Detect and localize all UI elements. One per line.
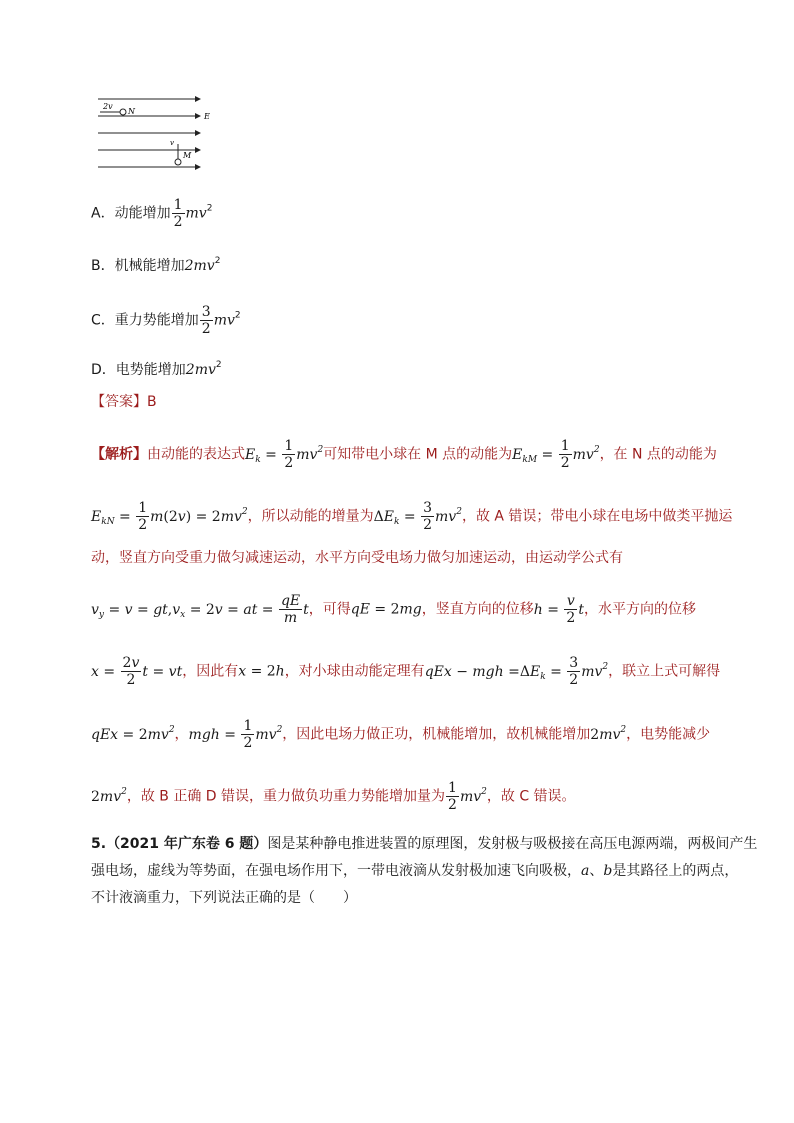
formula-half-mv2: $\frac{1}{2}$ $mv^2$: [448, 780, 487, 813]
label-E: E: [204, 112, 210, 121]
option-letter: D．: [91, 362, 116, 378]
question-source: （2021 年广东卷 6 题）: [106, 836, 268, 852]
question5-line-3: 不计液滴重力，下列说法正确的是（ ）: [91, 890, 357, 906]
formula-ekn: $E_{kN}$ = $\frac{1}{2}$ $m(2v) = 2mv^2$: [91, 500, 248, 533]
formula-h: h = $\frac{v}{2}$ t: [533, 593, 584, 626]
option-expr: mv: [213, 312, 235, 329]
formula-2mv2: $2mv^2$: [91, 786, 127, 805]
option-text: 重力势能增加: [114, 312, 199, 329]
option-expr: 2mv: [185, 362, 216, 378]
analysis-line-1: 【解析】由动能的表达式$E_k$ = $\frac{1}{2}$ $mv^2$可知带电小球在 M 点的动能为$E_{kM}$ = $\frac{1}{2}$ $mv^2$，在 N 点的动能为: [91, 438, 717, 471]
label-2v: 2v: [103, 102, 113, 111]
formula-x: x = $\frac{2v}{2}$ t = vt: [91, 655, 183, 688]
field-figure: [90, 92, 230, 172]
option-a: A．动能增加 $\frac{1}{2}$ $mv^2$: [91, 197, 213, 230]
formula-qex: qEx = $2mv^2$: [91, 724, 175, 743]
option-letter: A．: [91, 205, 115, 222]
fraction: $\frac{3}{2}$: [201, 304, 211, 337]
label-M: M: [183, 151, 192, 160]
option-text: 机械能增加: [114, 258, 185, 274]
option-b: B．机械能增加$2mv^2$: [91, 256, 221, 274]
fraction: $\frac{1}{2}$: [173, 197, 183, 230]
question-number: 5.: [91, 836, 107, 852]
question5-line-2: 强电场，虚线为等势面，在强电场作用下，一带电液滴从发射极加速飞向吸极，a、b是其路径上的两点，: [91, 863, 739, 879]
option-c: C．重力势能增加 $\frac{3}{2}$ $mv^2$: [91, 304, 241, 337]
particle-M: [175, 159, 181, 165]
formula-delta-ek: $\Delta E_k$ = $\frac{3}{2}$ $mv^2$: [373, 500, 462, 533]
formula-qe: qE = 2mg: [350, 601, 422, 618]
formula-ek: $E_k$ = $\frac{1}{2}$ $mv^2$: [245, 438, 324, 471]
question5-line-1: 5.（2021 年广东卷 6 题）图是某种静电推进装置的原理图，发射极与吸极接在高压电源两端，两极间产生: [91, 836, 758, 852]
option-letter: B．: [91, 258, 115, 274]
option-expr: 2mv: [184, 258, 215, 274]
formula-2mv2: $2mv^2$: [590, 724, 627, 743]
option-text: 动能增加: [114, 205, 171, 222]
formula-velocity: $v_y = v = gt,v_x = 2v$ = at = $\frac{qE}{m}$ t: [91, 593, 309, 626]
option-d: D．电势能增加$2mv^2$: [91, 360, 222, 378]
option-letter: C．: [91, 312, 115, 329]
answer: [91, 392, 157, 412]
analysis-line-7: $2mv^2$，故 B 正确 D 错误，重力做负功重力势能增加量为 $\frac{1}{2}$ $mv^2$，故 C 错误。: [91, 780, 576, 813]
formula-energy: qEx − mgh $=\Delta E_k$ = $\frac{3}{2}$ $mv^2$: [424, 655, 609, 688]
analysis-line-6: qEx = $2mv^2$，mgh = $\frac{1}{2}$ $mv^2$，因此电场力做正功，机械能增加，故机械能增加$2mv^2$，电势能减少: [91, 718, 711, 751]
label-N: N: [128, 107, 135, 116]
answer-value: B: [147, 394, 157, 410]
formula-ekm: $E_{kM}$ = $\frac{1}{2}$ $mv^2$: [512, 438, 600, 471]
option-expr: mv: [185, 205, 207, 222]
analysis-tag: 【解析】: [91, 446, 147, 463]
formula-mgh: mgh = $\frac{1}{2}$ $mv^2$: [188, 718, 283, 751]
formula-x-2h: x = 2h: [238, 663, 285, 680]
answer-tag: 【答案】: [91, 394, 147, 410]
particle-N: [120, 109, 126, 115]
option-text: 电势能增加: [115, 362, 186, 378]
analysis-line-5: x = $\frac{2v}{2}$ t = vt，因此有x = 2h，对小球由动能定理有qEx − mgh $=\Delta E_k$ = $\frac{3}{2}$ $mv^2$，联立上式可解得: [91, 655, 721, 688]
analysis-line-3: 动，竖直方向受重力做匀减速运动，水平方向受电场力做匀加速运动，由运动学公式有: [91, 550, 623, 566]
analysis-line-4: $v_y = v = gt,v_x = 2v$ = at = $\frac{qE}{m}$ t，可得qE = 2mg，竖直方向的位移h = $\frac{v}{2}$ t，水平方向的位移: [91, 593, 696, 626]
label-v: v: [170, 139, 174, 147]
analysis-line-2: $E_{kN}$ = $\frac{1}{2}$ $m(2v) = 2mv^2$，所以动能的增量为$\Delta E_k$ = $\frac{3}{2}$ $mv^2$，故 A 错误；带电小球在电场中做类平抛运: [91, 500, 733, 533]
